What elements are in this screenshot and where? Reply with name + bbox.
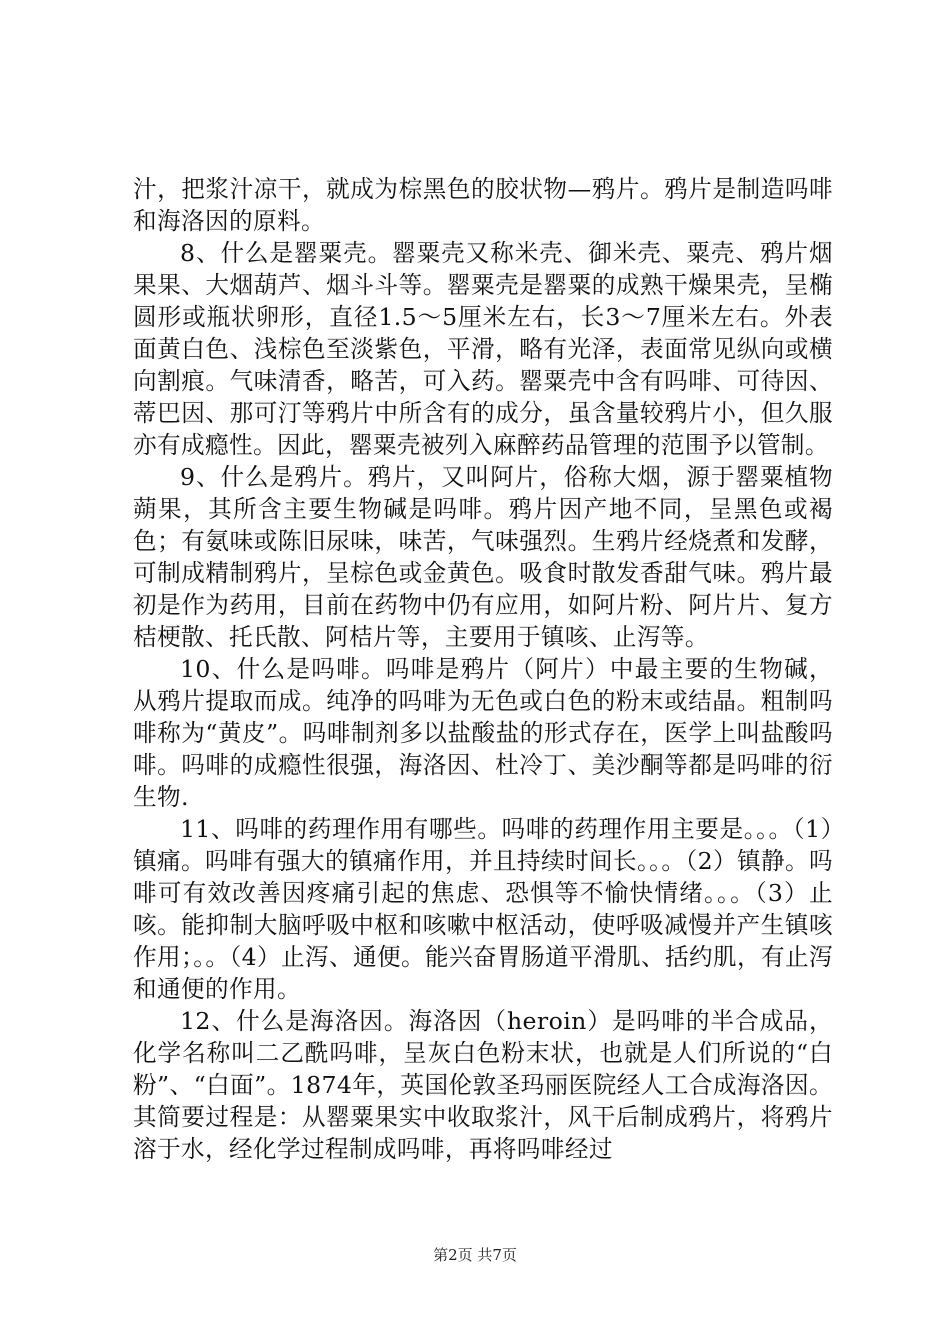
page-footer [0,1244,950,1265]
document-body [133,173,833,1165]
paragraph-heroin: 12、什么是海洛因。海洛因（heroin）是吗啡的半合成品，化学名称叫二乙酰吗啡，呈灰白色粉末状，也就是人们所说的“白粉”、“白面”。1874年，英国伦敦圣玛丽医院经人工合成海洛因。其简要过程是：从罂粟果实中收取浆汁，风干后制成鸦片，将鸦片溶于水，经化学过程制成吗啡，再将吗啡经过 [133,1007,833,1163]
paragraph-continuation: 汁，把浆汁凉干，就成为棕黑色的胶状物—鸦片。鸦片是制造吗啡和海洛因的原料。 [133,175,833,235]
paragraph-morphine-pharmacology: 11、吗啡的药理作用有哪些。吗啡的药理作用主要是。。。（1）镇痛。吗啡有强大的镇痛作用，并且持续时间长。。。（2）镇静。吗啡可有效改善因疼痛引起的焦虑、恐惧等不愉快情绪。。。（3）止咳。能抑制大脑呼吸中枢和咳嗽中枢活动，使呼吸减慢并产生镇咳作用；。。（4）止泻、通便。能兴奋胃肠道平滑肌、括约肌，有止泻和通便的作用。 [133,815,833,1003]
paragraph-opium: 9、什么是鸦片。鸦片，又叫阿片，俗称大烟，源于罂粟植物蒴果，其所含主要生物碱是吗啡。鸦片因产地不同，呈黑色或褐色；有氨味或陈旧尿味，味苦，气味强烈。生鸦片经烧煮和发酵，可制成精制鸦片，呈棕色或金黄色。吸食时散发香甜气味。鸦片最初是作为药用，目前在药物中仍有应用，如阿片粉、阿片片、复方桔梗散、托氏散、阿桔片等，主要用于镇咳、止泻等。 [133,463,833,651]
page-number-label: 第2页 共7页 [433,1246,517,1264]
paragraph-poppy-husk: 8、什么是罂粟壳。罂粟壳又称米壳、御米壳、粟壳、鸦片烟果果、大烟葫芦、烟斗斗等。罂粟壳是罂粟的成熟干燥果壳，呈椭圆形或瓶状卵形，直径1.5～5厘米左右，长3～7厘米左右。外表面黄白色、浅棕色至淡紫色，平滑，略有光泽，表面常见纵向或横向割痕。气味清香，略苦，可入药。罂粟壳中含有吗啡、可待因、蒂巴因、那可汀等鸦片中所含有的成分，虽含量较鸦片小，但久服亦有成瘾性。因此，罂粟壳被列入麻醉药品管理的范围予以管制。 [133,239,833,459]
paragraph-morphine: 10、什么是吗啡。吗啡是鸦片（阿片）中最主要的生物碱，从鸦片提取而成。纯净的吗啡为无色或白色的粉末或结晶。粗制吗啡称为“黄皮”。吗啡制剂多以盐酸盐的形式存在，医学上叫盐酸吗啡。吗啡的成瘾性很强，海洛因、杜冷丁、美沙酮等都是吗啡的衍生物. [133,655,833,811]
